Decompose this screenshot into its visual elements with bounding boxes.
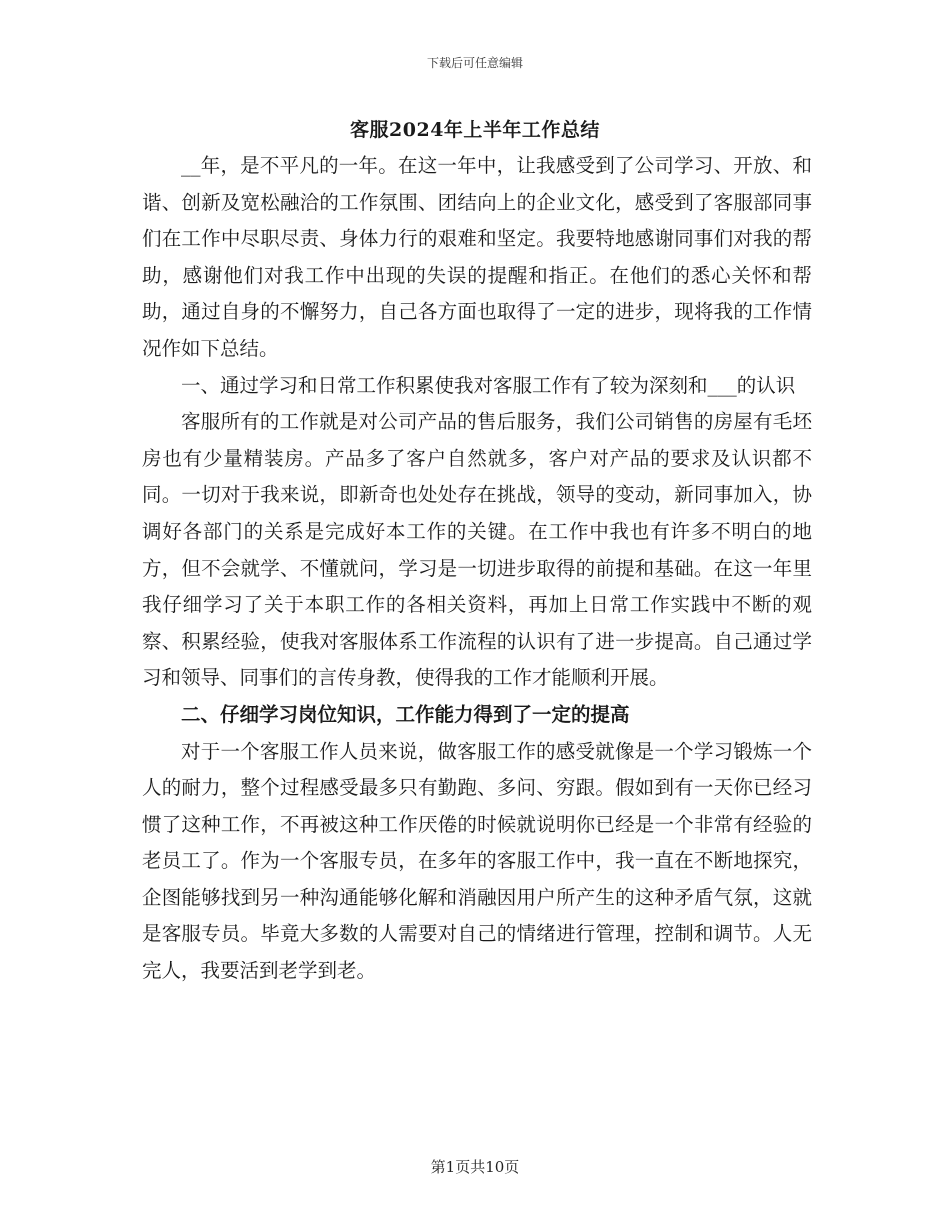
header-note: 下载后可任意编辑 [426, 56, 523, 70]
section-two-heading: 二、仔细学习岗位知识，工作能力得到了一定的提高 [181, 702, 630, 726]
page-number-footer: 第1页共10页 [430, 1158, 520, 1176]
document-body [142, 148, 812, 990]
section-one-heading: 一、通过学习和日常工作积累使我对客服工作有了较为深刻和___的认识 [181, 373, 796, 397]
intro-paragraph: __年，是不平凡的一年。在这一年中，让我感受到了公司学习、开放、和谐、创新及宽松融洽的工作氛围、团结向上的企业文化，感受到了客服部同事们在工作中尽职尽责、身体力行的艰难和坚定。我要特地感谢同事们对我的帮助，感谢他们对我工作中出现的失误的提醒和指正。在他们的悉心关怀和帮助，通过自身的不懈努力，自己各方面也取得了一定的进步，现将我的工作情况作如下总结。 [142, 154, 812, 360]
section-one-paragraph: 客服所有的工作就是对公司产品的售后服务，我们公司销售的房屋有毛坯房也有少量精装房。产品多了客户自然就多，客户对产品的要求及认识都不同。一切对于我来说，即新奇也处处存在挑战，领导的变动，新同事加入，协调好各部门的关系是完成好本工作的关键。在工作中我也有许多不明白的地方，但不会就学、不懂就问，学习是一切进步取得的前提和基础。在这一年里我仔细学习了关于本职工作的各相关资料，再加上日常工作实践中不断的观察、积累经验，使我对客服体系工作流程的认识有了进一步提高。自己通过学习和领导、同事们的言传身教，使得我的工作才能顺利开展。 [142, 410, 812, 690]
document-title: 客服2024年上半年工作总结 [350, 119, 600, 141]
section-two-paragraph: 对于一个客服工作人员来说，做客服工作的感受就像是一个学习锻炼一个人的耐力，整个过程感受最多只有勤跑、多问、穷跟。假如到有一天你已经习惯了这种工作，不再被这种工作厌倦的时候就说明你已经是一个非常有经验的老员工了。作为一个客服专员，在多年的客服工作中，我一直在不断地探究，企图能够找到另一种沟通能够化解和消融因用户所产生的这种矛盾气氛，这就是客服专员。毕竟大多数的人需要对自己的情绪进行管理，控制和调节。人无完人，我要活到老学到老。 [142, 739, 812, 983]
